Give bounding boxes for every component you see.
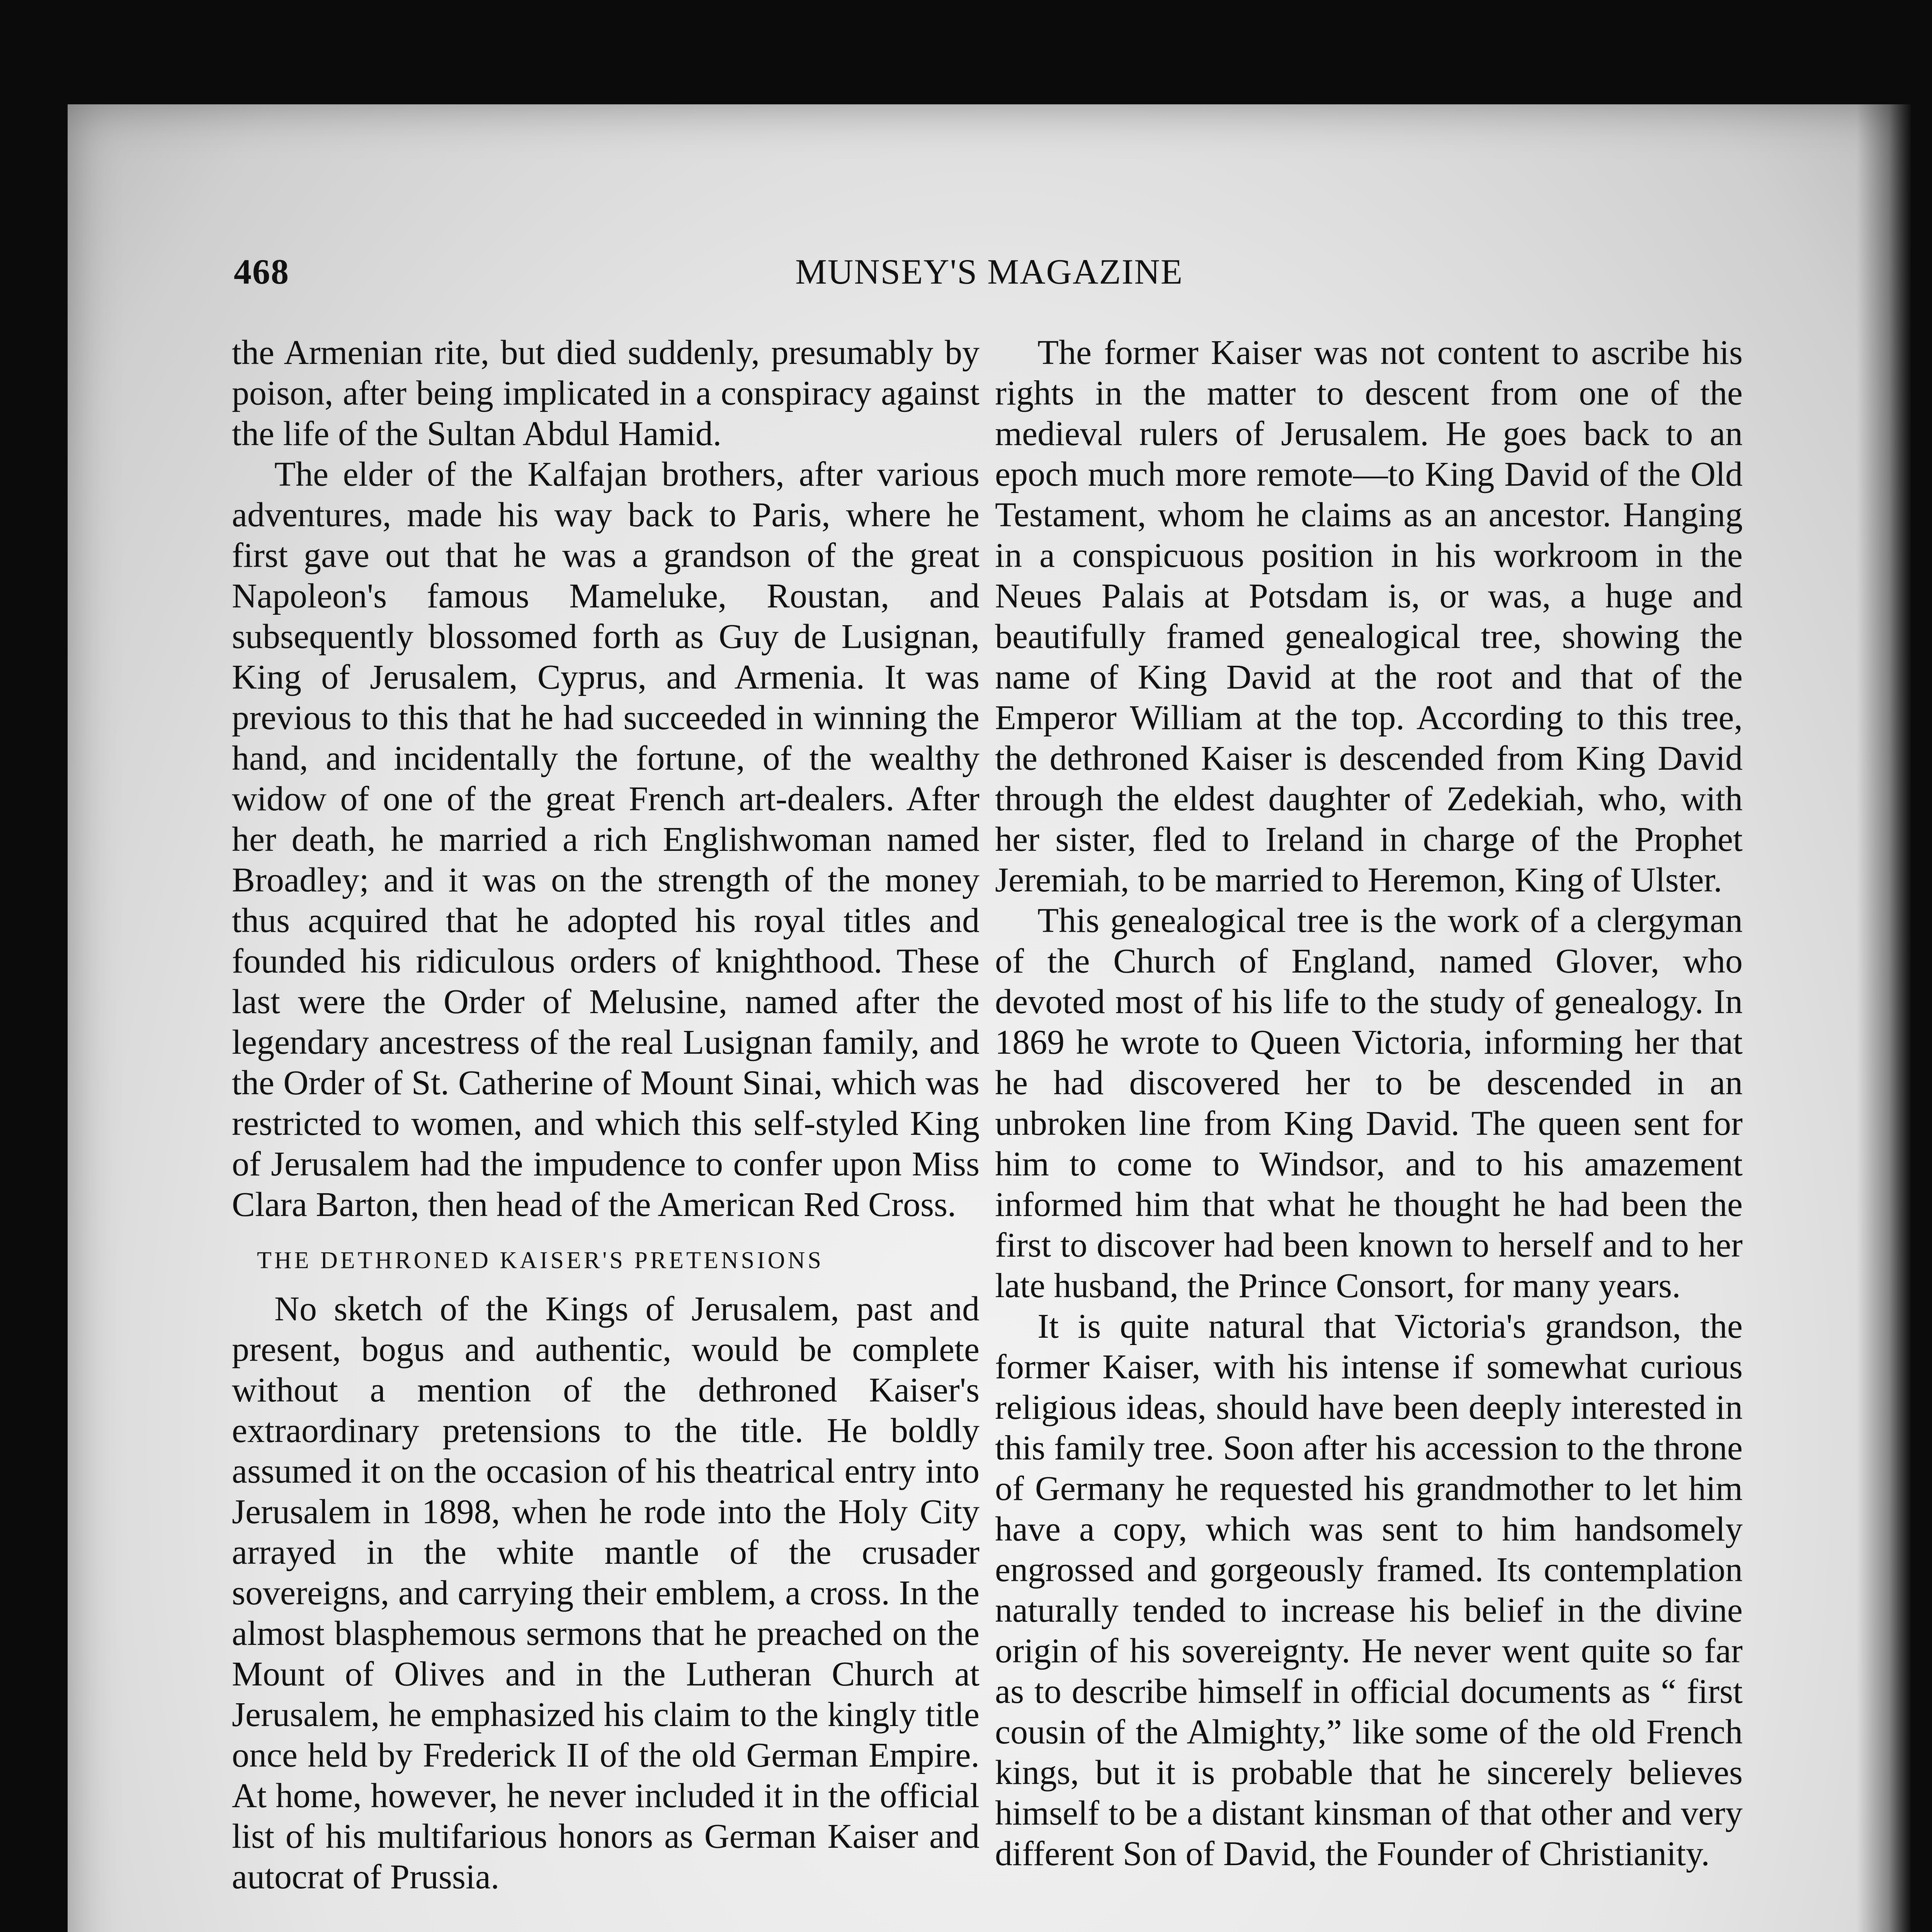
magazine-page [68, 104, 1911, 1932]
paragraph: the Armenian rite, but died suddenly, presumably by poison, after being implicated in a conspiracy against the life of the Sultan Abdul Hamid. [232, 333, 980, 453]
right-column [995, 332, 1743, 1874]
section-subheading: THE DETHRONED KAISER'S PRETENSIONS [257, 1247, 824, 1274]
paragraph: The elder of the Kalfajan brothers, after various adventures, made his way back to Paris, where he first gave out that he was a grandson of the great Napoleon's famous Mameluke, Roustan, and subsequently blossomed forth as Guy de Lusignan, King of Jerusalem, Cyprus, and Armenia. It was previous to this that he had succeeded in winning the hand, and incidentally the fortune, of the wealthy widow of one of the great French art-dealers. After her death, he married a rich Englishwoman named Broadley; and it was on the strength of the money thus acquired that he adopted his royal titles and founded his ridiculous orders of knighthood. These last were the Order of Melusine, named after the legendary ancestress of the real Lusignan family, and the Order of St. Catherine of Mount Sinai, which was restricted to women, and which this self-styled King of Jerusalem had the impudence to confer upon Miss Clara Barton, then head of the American Red Cross. [232, 455, 980, 1224]
page-header [68, 251, 1911, 298]
left-column [232, 332, 980, 1897]
paragraph: The former Kaiser was not content to ascribe his rights in the matter to descent from one of the medieval rulers of Jerusalem. He goes back to an epoch much more remote—to King David of the Old Testament, whom he claims as an ancestor. Hanging in a conspicuous position in his workroom in the Neues Palais at Potsdam is, or was, a huge and beautifully framed genealogical tree, showing the name of King David at the root and that of the Emperor William at the top. According to this tree, the dethroned Kaiser is descended from King David through the eldest daughter of Zedekiah, who, with her sister, fled to Ireland in charge of the Prophet Jeremiah, to be married to Heremon, King of Ulster. [995, 333, 1743, 899]
paragraph: No sketch of the Kings of Jerusalem, past and present, bogus and authentic, would be complete without a mention of the dethroned Kaiser's extraordinary pretensions to the title. He boldly assumed it on the occasion of his theatrical entry into Jerusalem in 1898, when he rode into the Holy City arrayed in the white mantle of the crusader sovereigns, and carrying their emblem, a cross. In the almost blasphemous sermons that he preached on the Mount of Olives and in the Lutheran Church at Jerusalem, he emphasized his claim to the kingly title once held by Frederick II of the old German Empire. At home, however, he never included it in the official list of his multifarious honors as German Kaiser and autocrat of Prussia. [232, 1290, 980, 1896]
paragraph: It is quite natural that Victoria's grandson, the former Kaiser, with his intense if somewhat curious religious ideas, should have been deeply interested in this family tree. Soon after his accession to the throne of Germany he requested his grandmother to let him have a copy, which was sent to him handsomely engrossed and gorgeously framed. Its contemplation naturally tended to increase his belief in the divine origin of his sovereignty. He never went quite so far as to describe himself in official documents as “ first cousin of the Almighty,” like some of the old French kings, but it is probable that he sincerely believes himself to be a distant kinsman of that other and very different Son of David, the Founder of Christianity. [995, 1307, 1743, 1873]
paragraph: This genealogical tree is the work of a clergyman of the Church of England, named Glover, who devoted most of his life to the study of genealogy. In 1869 he wrote to Queen Victoria, informing her that he had discovered her to be descended in an unbroken line from King David. The queen sent for him to come to Windsor, and to his amazement informed him that what he thought he had been the first to discover had been known to herself and to her late husband, the Prince Consort, for many years. [995, 901, 1743, 1305]
page-number: 468 [234, 252, 289, 291]
page-spine-shadow [1857, 104, 1911, 1932]
running-title: MUNSEY'S MAGAZINE [795, 252, 1183, 291]
